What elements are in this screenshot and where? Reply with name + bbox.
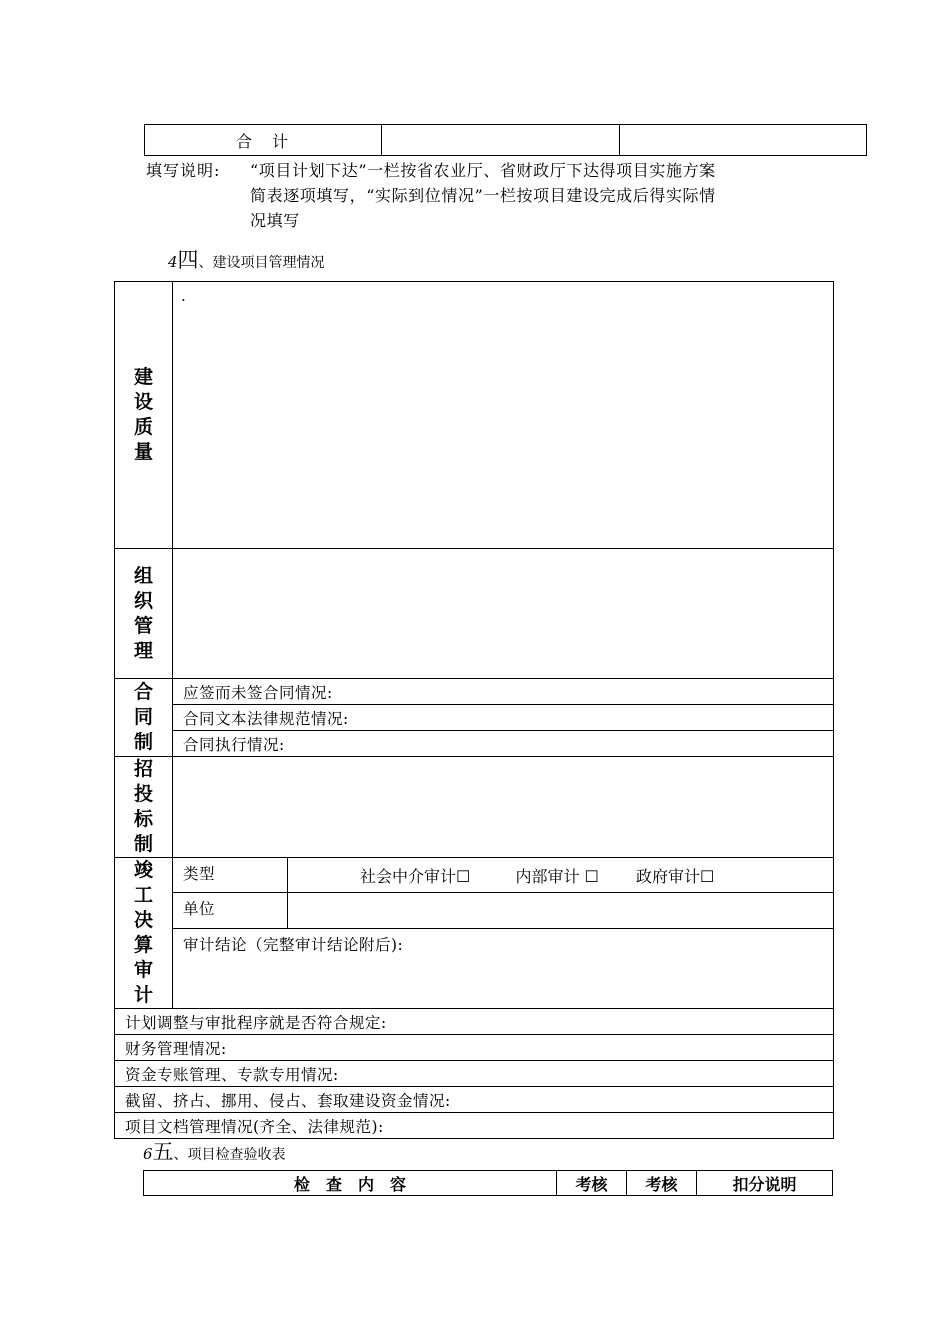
header-inspection-content: 检 查 内 容 — [144, 1171, 557, 1196]
quality-content[interactable] — [173, 282, 834, 549]
inspection-table — [143, 1170, 833, 1196]
audit-type-options — [288, 858, 834, 893]
section4-number: 四 — [177, 248, 199, 272]
row-finance[interactable]: 财务管理情况: — [115, 1035, 834, 1061]
audit-label-char: 决 — [133, 909, 153, 931]
org-content[interactable] — [173, 549, 834, 679]
audit-option-government[interactable]: 政府审计☐ — [635, 866, 715, 886]
quality-label-char: 量 — [133, 441, 153, 463]
section4-marker: 4 — [168, 253, 178, 271]
total-table — [144, 124, 867, 156]
section5-marker: 6 — [143, 1145, 153, 1163]
bidding-label-char: 制 — [133, 833, 153, 855]
quality-label-char: 质 — [133, 416, 153, 438]
row-fund-misuse[interactable]: 截留、挤占、挪用、侵占、套取建设资金情况: — [115, 1087, 834, 1113]
audit-type-label: 类型 — [173, 858, 288, 893]
note-line-1: “项目计划下达”一栏按省农业厅、省财政厅下达得项目实施方案 — [250, 161, 716, 180]
row-plan-adjustment[interactable]: 计划调整与审批程序就是否符合规定: — [115, 1009, 834, 1035]
header-assessment-1: 考核 — [557, 1171, 627, 1196]
note-line-3: 况填写 — [250, 211, 300, 230]
org-label-char: 织 — [133, 589, 153, 612]
total-actual-cell — [620, 125, 867, 156]
contract-label-char: 制 — [133, 731, 153, 753]
quality-label-char: 建 — [133, 366, 153, 388]
header-deduction-note: 扣分说明 — [697, 1171, 833, 1196]
note-line-2: 简表逐项填写，“实际到位情况”一栏按项目建设完成后得实际情 — [250, 186, 716, 205]
bidding-label-char: 投 — [133, 783, 153, 805]
note-label: 填写说明: — [146, 161, 221, 180]
contract-row-legal[interactable]: 合同文本法律规范情况: — [173, 705, 834, 731]
section4-title — [168, 244, 325, 274]
audit-conclusion[interactable]: 审计结论（完整审计结论附后): — [173, 928, 834, 1008]
audit-label-char: 审 — [133, 959, 153, 981]
bidding-label — [115, 757, 173, 858]
bidding-content[interactable] — [173, 757, 834, 858]
audit-label-char: 竣 — [133, 859, 153, 881]
row-fund-account[interactable]: 资金专账管理、专款专用情况: — [115, 1061, 834, 1087]
header-assessment-2: 考核 — [627, 1171, 697, 1196]
org-label-char: 组 — [133, 564, 153, 587]
audit-label — [115, 858, 173, 1009]
org-label — [115, 549, 173, 679]
contract-label-char: 同 — [133, 706, 153, 728]
quality-label — [115, 282, 173, 549]
audit-unit-value[interactable] — [288, 893, 834, 928]
audit-label-char: 计 — [133, 984, 153, 1006]
audit-label-char: 工 — [133, 884, 153, 906]
quality-label-char: 设 — [133, 391, 153, 413]
quality-content-text: . — [181, 287, 186, 305]
management-table — [114, 281, 834, 1139]
contract-row-unsigned[interactable]: 应签而未签合同情况: — [173, 679, 834, 705]
audit-option-agency[interactable]: 社会中介审计☐ — [360, 866, 471, 886]
bidding-label-char: 标 — [133, 808, 153, 830]
contract-label — [115, 679, 173, 757]
bidding-label-char: 招 — [133, 758, 153, 780]
contract-row-execution[interactable]: 合同执行情况: — [173, 731, 834, 757]
section5-title — [143, 1136, 286, 1166]
org-label-char: 管 — [133, 614, 153, 637]
total-label: 合 计 — [145, 125, 382, 156]
contract-label-char: 合 — [133, 681, 153, 703]
org-label-char: 理 — [133, 639, 153, 662]
total-plan-cell — [382, 125, 620, 156]
audit-label-char: 算 — [133, 934, 153, 956]
section4-title-text: 、建设项目管理情况 — [198, 255, 325, 271]
audit-unit-label: 单位 — [173, 893, 288, 928]
row-documents[interactable]: 项目文档管理情况(齐全、法律规范): — [115, 1113, 834, 1139]
section5-title-text: 、项目检查验收表 — [173, 1147, 286, 1163]
audit-option-internal[interactable]: 内部审计 ☐ — [515, 866, 599, 886]
section5-number: 五 — [152, 1140, 174, 1164]
